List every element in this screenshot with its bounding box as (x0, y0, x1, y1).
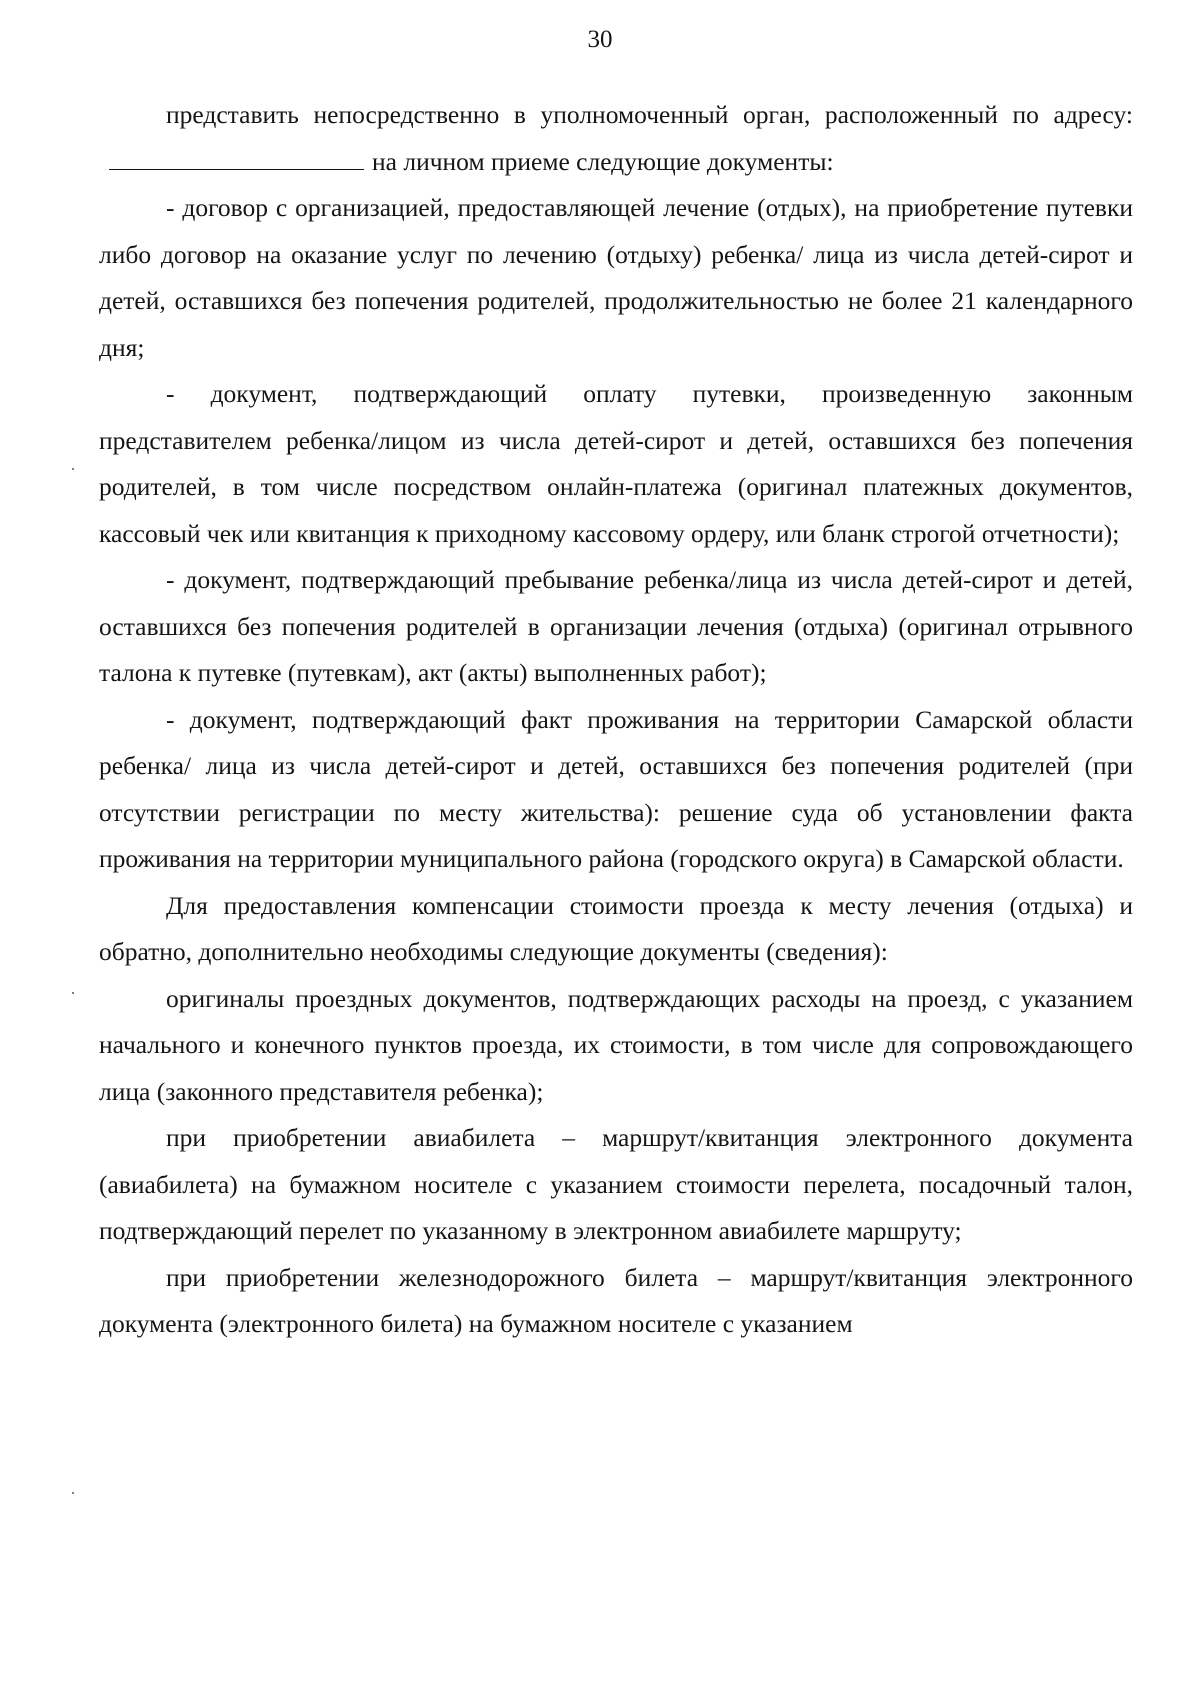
paragraph-intro-after: на личном приеме следующие документы: (372, 146, 834, 176)
paragraph-intro (99, 92, 1133, 185)
address-blank-line (109, 147, 364, 170)
paragraph-residence: - документ, подтверждающий факт проживания на территории Самарской области ребенка/ лица из числа детей-сирот и детей, оставшихся без попечения родителей (при отсутствии регистрации по месту жительства): решение суда об установлении факта проживания на территории муниципального района (городского округа) в Самарской области. (99, 704, 1133, 873)
paragraph-rail-ticket: при приобретении железнодорожного билета – маршрут/квитанция электронного документа (электронного билета) на бумажном носителе с указанием (99, 1262, 1133, 1338)
scan-speck (72, 1492, 74, 1494)
paragraph-contract: - договор с организацией, предоставляющей лечение (отдых), на приобретение путевки либо договор на оказание услуг по лечению (отдыху) ребенка/ лица из числа детей-сирот и детей, оставшихся без попечения родителей, продолжительностью не более 21 календарного дня; (99, 193, 1133, 362)
paragraph-travel-compensation: Для предоставления компенсации стоимости проезда к месту лечения (отдыха) и обратно, дополнительно необходимы следующие документы (сведения): (99, 890, 1133, 966)
paragraph-intro-before: представить непосредственно в уполномоченный орган, расположенный по адресу: (166, 100, 1133, 129)
paragraph-payment: - документ, подтверждающий оплату путевки, произведенную законным представителем ребенка/лицом из числа детей-сирот и детей, оставшихся без попечения родителей, в том числе посредством онлайн-платежа (оригинал платежных документов, кассовый чек или квитанция к приходному кассовому ордеру, или бланк строгой отчетности); (99, 379, 1133, 548)
scan-speck (72, 468, 74, 470)
document-body (99, 92, 1133, 1348)
paragraph-travel-documents: оригиналы проездных документов, подтверждающих расходы на проезд, с указанием начального и конечного пунктов проезда, их стоимости, в том числе для сопровождающего лица (законного представителя ребенка); (99, 983, 1133, 1106)
scan-speck (72, 992, 74, 994)
paragraph-air-ticket: при приобретении авиабилета – маршрут/квитанция электронного документа (авиабилета) на бумажном носителе с указанием стоимости перелета, посадочный талон, подтверждающий перелет по указанному в электронном авиабилете маршруту; (99, 1123, 1133, 1245)
page-number: 30 (587, 26, 613, 53)
paragraph-stay: - документ, подтверждающий пребывание ребенка/лица из числа детей-сирот и детей, оставшихся без попечения родителей в организации лечения (отдыха) (оригинал отрывного талона к путевке (путевкам), акт (акты) выполненных работ); (99, 565, 1133, 687)
